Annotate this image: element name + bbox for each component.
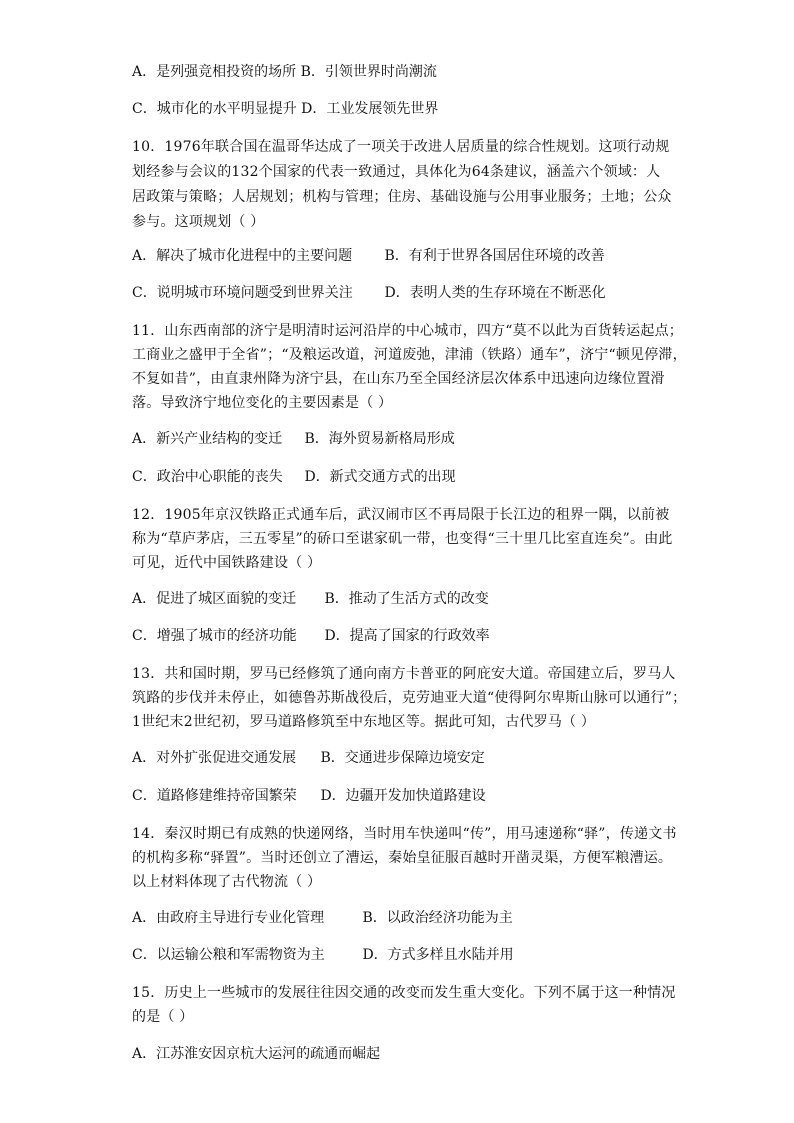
q14-options-row-2: [132, 946, 692, 964]
q13-stem-line-2: 筑路的步伐并未停止，如德鲁苏斯战役后，克劳迪亚大道“使得阿尔卑斯山脉可以通行”；: [132, 690, 687, 706]
q10-option-c: C．说明城市环境问题受到世界关注: [132, 285, 353, 301]
q10-option-a: A．解决了城市化进程中的主要问题: [132, 248, 353, 264]
q13-stem-line-3: 1世纪末2世纪初，罗马道路修筑至中东地区等。据此可知，古代罗马（ ）: [132, 714, 596, 730]
q14-option-c: C．以运输公粮和军需物资为主: [132, 947, 325, 963]
q12-option-a: A．促进了城区面貌的变迁: [132, 591, 297, 607]
q14-stem-line-3: 以上材料体现了古代物流（ ）: [132, 874, 322, 890]
q15-stem-line-1: 15．历史上一些城市的发展往往因交通的改变而发生重大变化。下列不属于这一种情况: [132, 985, 676, 1001]
q10-stem-line-4: 参与。这项规划（ ）: [132, 214, 265, 230]
q12-options-row-1: [132, 590, 692, 608]
q11-stem-line-2: 工商业之盛甲于全省”；“及粮运改道，河道废弛，津浦（铁路）通车”，济宁“顿见停滞，: [132, 347, 687, 363]
q15-option-a: A．江苏淮安因京杭大运河的疏通而崛起: [132, 1046, 381, 1062]
q11-option-b: B．海外贸易新格局形成: [304, 431, 455, 447]
q12-options-row-2: [132, 627, 692, 645]
q11-stem-line-1: 11．山东西南部的济宁是明清时运河沿岸的中心城市，四方“莫不以此为百货转运起点；: [132, 323, 683, 339]
q11-options-row-1: [132, 430, 692, 448]
q12-option-c: C．增强了城市的经济功能: [132, 628, 297, 644]
q13-option-c: C．道路修建维持帝国繁荣: [132, 788, 297, 804]
q15-stem-line-2: 的是（ ）: [132, 1009, 194, 1025]
q14-option-b: B．以政治经济功能为主: [362, 910, 513, 926]
option-b: B．引领世界时尚潮流: [300, 64, 437, 80]
q12-stem-line-3: 可见，近代中国铁路建设（ ）: [132, 555, 322, 571]
q14-option-d: D．方式多样且水陆并用: [362, 947, 514, 963]
q11-option-a: A．新兴产业结构的变迁: [132, 431, 283, 447]
q12-option-d: D．提高了国家的行政效率: [324, 628, 490, 644]
q10-option-d: D．表明人类的生存环境在不断恶化: [384, 285, 606, 301]
q13-options-row-1: [132, 749, 692, 767]
q12-stem-line-1: 12．1905年京汉铁路正式通车后，武汉闹市区不再局限于长江边的租界一隅，以前被: [132, 507, 670, 523]
q11-option-d: D．新式交通方式的出现: [304, 469, 456, 485]
q11-options-row-2: [132, 468, 692, 486]
q13-options-row-2: [132, 787, 692, 805]
q10-stem-line-1: 10．1976年联合国在温哥华达成了一项关于改进人居质量的综合性规划。这项行动规: [132, 139, 670, 155]
top-options-row-2: [132, 100, 692, 118]
option-c: C．城市化的水平明显提升: [132, 101, 297, 117]
q14-stem-line-2: 的机构多称“驿置”。当时还创立了漕运，秦始皇征服百越时开凿灵渠，方便军粮漕运。: [132, 850, 673, 866]
q13-option-b: B．交通进步保障边境安定: [320, 750, 485, 766]
q13-stem-line-1: 13．共和国时期，罗马已经修筑了通向南方卡普亚的阿庇安大道。帝国建立后，罗马人: [132, 666, 676, 682]
q10-stem-line-2: 划经参与会议的132个国家的代表一致通过，具体化为64条建议，涵盖六个领域：人: [132, 164, 661, 180]
option-a: A．是列强竞相投资的场所: [132, 64, 297, 80]
q10-stem-line-3: 居政策与策略；人居规划；机构与管理；住房、基础设施与公用事业服务；土地；公众: [132, 189, 672, 205]
q11-stem-line-3: 不复如昔”，由直隶州降为济宁县，在山东乃至全国经济层次体系中迅速向边缘位置滑: [132, 371, 665, 387]
option-d: D．工业发展领先世界: [301, 101, 439, 117]
q14-options-row-1: [132, 909, 692, 927]
q15-options-row-1: [132, 1045, 692, 1063]
q12-option-b: B．推动了生活方式的改变: [324, 591, 489, 607]
top-options-row-1: [132, 63, 692, 81]
q13-option-a: A．对外扩张促进交通发展: [132, 750, 297, 766]
q11-option-c: C．政治中心职能的丧失: [132, 469, 283, 485]
q11-stem-line-4: 落。导致济宁地位变化的主要因素是（ ）: [132, 395, 393, 411]
q14-stem-line-1: 14．秦汉时期已有成熟的快递网络，当时用车快递叫“传”，用马速递称“驿”，传递文书: [132, 826, 677, 842]
q10-option-b: B．有利于世界各国居住环境的改善: [384, 248, 605, 264]
q12-stem-line-2: 称为“草庐茅店，三五零星”的硚口至谌家矶一带，也变得“三十里几比室直连矣”。由此: [132, 531, 673, 547]
q13-option-d: D．边疆开发加快道路建设: [320, 788, 486, 804]
q10-options-row-2: [132, 284, 692, 302]
q14-option-a: A．由政府主导进行专业化管理: [132, 910, 325, 926]
q10-options-row-1: [132, 247, 692, 265]
